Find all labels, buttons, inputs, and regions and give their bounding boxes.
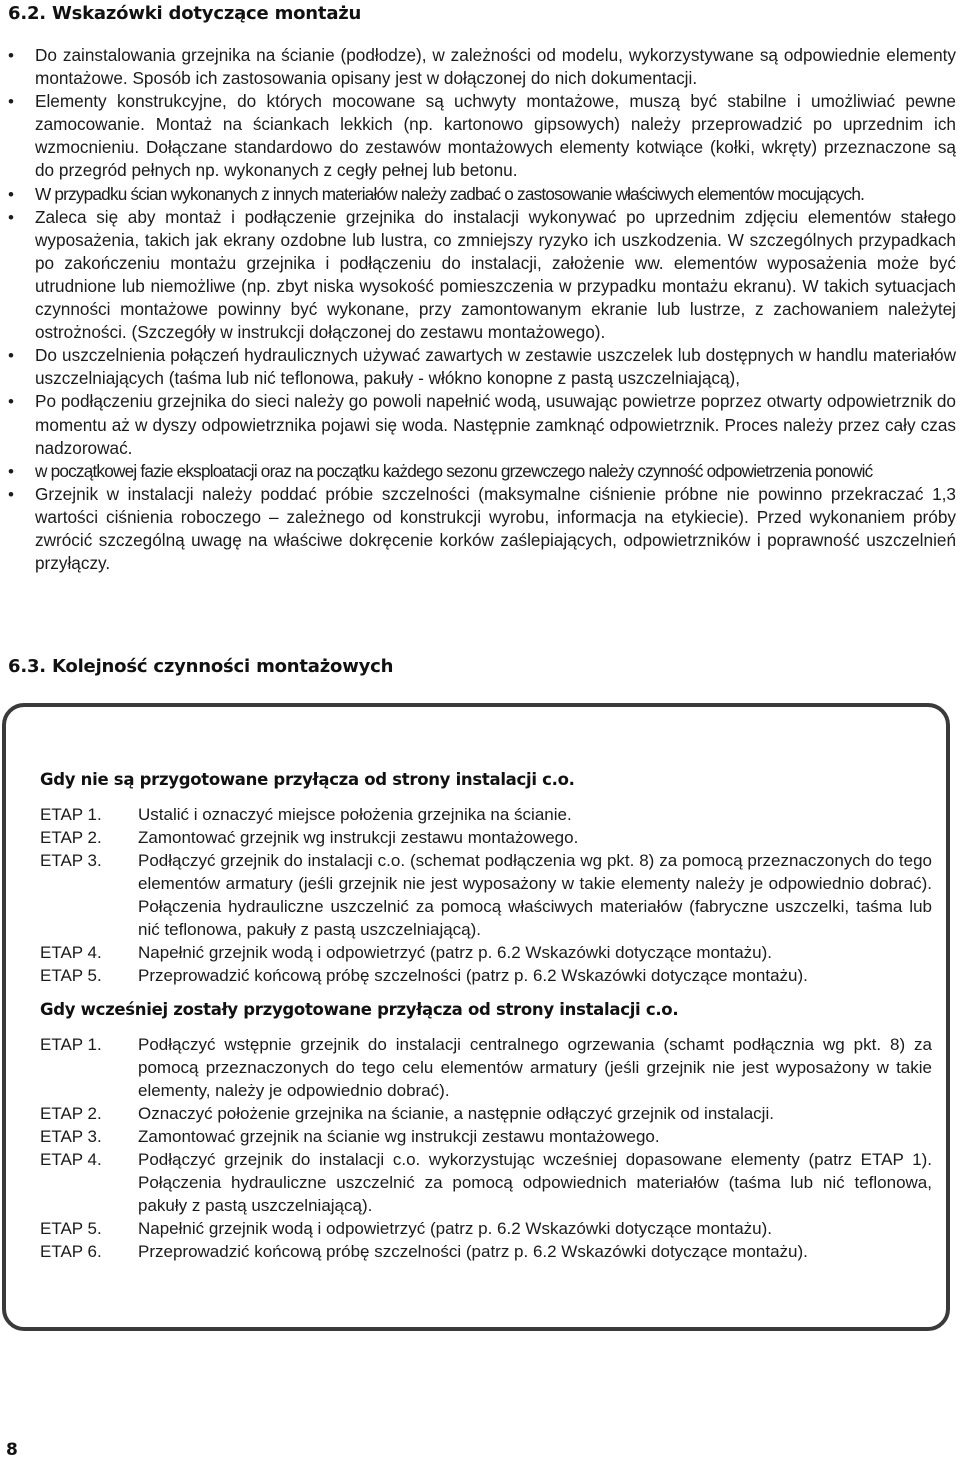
step-text: Podłączyć grzejnik do instalacji c.o. wykorzystując wcześniej dopasowane elementy (patrz ETAP 1). Połączenia hydrauliczne uszczelnić za pomocą odpowiednich materiałów (taśma lub nić teflonowa, pakuły z pastą uszczelniającą). (138, 1150, 932, 1215)
step-label: ETAP 5. (40, 966, 102, 985)
step-text: Zamontować grzejnik wg instrukcji zestawu montażowego. (138, 828, 579, 847)
steps-list (40, 1033, 932, 1263)
subsection-heading: Gdy wcześniej zostały przygotowane przyłącza od strony instalacji c.o. (40, 1000, 679, 1019)
step-text: Napełnić grzejnik wodą i odpowietrzyć (patrz p. 6.2 Wskazówki dotyczące montażu). (138, 1219, 772, 1238)
step-row (40, 1125, 932, 1148)
steps-list (40, 803, 932, 987)
step-row (40, 803, 932, 826)
step-label: ETAP 3. (40, 851, 102, 870)
step-label: ETAP 1. (40, 805, 102, 824)
installation-steps-box (2, 703, 950, 1331)
page-number: 8 (6, 1440, 18, 1460)
step-label: ETAP 6. (40, 1242, 102, 1261)
step-label: ETAP 4. (40, 1150, 102, 1169)
step-label: ETAP 2. (40, 1104, 102, 1123)
list-item: • Zaleca się aby montaż i podłączenie grzejnika do instalacji wykonywać po uprzednim zdjęciu elementów stałego wyposażenia, takich jak ekrany ozdobne lub lustra, co zmniejszy ryzyko ich uszkodzenia. W szczególnych przypadkach po zakończeniu montażu grzejnika i podłączeniu do instalacji, założenie ww. elementów wyposażenia może być utrudnione lub niemożliwe (np. zbyt niska wysokość pomieszczenia w przypadku montażu ekranu). W takich sytuacjach czynności montażowe powinny być wykonane, przy zamontowanym ekranie lub lustrze, z zachowaniem należytej ostrożności. (Szczegóły w instrukcji dołączonej do zestawu montażowego). (8, 206, 956, 345)
list-item: • Do zainstalowania grzejnika na ścianie (podłodze), w zależności od modelu, wykorzystywane są odpowiednie elementy montażowe. Sposób ich zastosowania opisany jest w dołączonej do nich dokumentacji. (8, 44, 956, 90)
list-item: • w początkowej fazie eksploatacji oraz na początku każdego sezonu grzewczego należy czynność odpowietrzenia ponowić (8, 460, 956, 483)
step-label: ETAP 5. (40, 1219, 102, 1238)
step-text: Przeprowadzić końcową próbę szczelności (patrz p. 6.2 Wskazówki dotyczące montażu). (138, 1242, 808, 1261)
guidelines-list (8, 44, 956, 575)
step-row (40, 1033, 932, 1102)
step-label: ETAP 4. (40, 943, 102, 962)
list-item: • Elementy konstrukcyjne, do których mocowane są uchwyty montażowe, muszą być stabilne i umożliwiać pewne zamocowanie. Montaż na ściankach lekkich (np. kartonowo gipsowych) należy przeprowadzić po uprzednim ich wzmocnieniu. Dołączane standardowo do zestawów montażowych elementy kotwiące (kołki, wkręty) przeznaczone są do przegród pełnych np. wykonanych z cegły pełnej lub betonu. (8, 90, 956, 182)
step-row (40, 964, 932, 987)
step-text: Napełnić grzejnik wodą i odpowietrzyć (patrz p. 6.2 Wskazówki dotyczące montażu). (138, 943, 772, 962)
step-row (40, 1217, 932, 1240)
section-heading: 6.3. Kolejność czynności montażowych (8, 656, 394, 677)
step-text: Ustalić i oznaczyć miejsce położenia grzejnika na ścianie. (138, 805, 572, 824)
list-item: • Grzejnik w instalacji należy poddać próbie szczelności (maksymalne ciśnienie próbne nie powinno przekraczać 1,3 wartości ciśnienia roboczego – zależnego od konstrukcji wyrobu, informacja na etykiecie). Przed wykonaniem próby zwrócić szczególną uwagę na właściwe dokręcenie korków zaślepiających, odpowietrzników i poprawność uszczelnień przyłączy. (8, 483, 956, 575)
step-row (40, 1148, 932, 1217)
section-heading: 6.2. Wskazówki dotyczące montażu (8, 3, 362, 24)
step-text: Oznaczyć położenie grzejnika na ścianie, a następnie odłączyć grzejnik od instalacji. (138, 1104, 774, 1123)
step-row (40, 1102, 932, 1125)
list-item: • Po podłączeniu grzejnika do sieci należy go powoli napełnić wodą, usuwając powietrze poprzez otwarty odpowietrznik do momentu aż w dyszy odpowietrznika pojawi się woda. Następnie zamknąć odpowietrznik. Proces należy przez cały czas nadzorować. (8, 390, 956, 459)
step-row (40, 1240, 932, 1263)
step-row (40, 849, 932, 941)
step-text: Podłączyć grzejnik do instalacji c.o. (schemat podłączenia wg pkt. 8) za pomocą przeznaczonych do tego elementów armatury (jeśli grzejnik nie jest wyposażony w takie elementy należy je odpowiednio dobrać). Połączenia hydrauliczne uszczelnić za pomocą właściwych materiałów (fabryczne uszczelki, taśma lub nić teflonowa, pakuły z pastą uszczelniającą). (138, 851, 932, 939)
subsection-heading: Gdy nie są przygotowane przyłącza od strony instalacji c.o. (40, 770, 575, 789)
step-text: Podłączyć wstępnie grzejnik do instalacji centralnego ogrzewania (schamt podłącznia wg pkt. 8) za pomocą przeznaczonych do tego celu elementów armatury (jeśli grzejnik nie jest wyposażony w takie elementy, należy je odpowiednio dobrać). (138, 1035, 932, 1100)
step-label: ETAP 2. (40, 828, 102, 847)
step-row (40, 826, 932, 849)
step-label: ETAP 3. (40, 1127, 102, 1146)
step-label: ETAP 1. (40, 1035, 102, 1054)
list-item: • Do uszczelnienia połączeń hydraulicznych używać zawartych w zestawie uszczelek lub dostępnych w handlu materiałów uszczelniających (taśma lub nić teflonowa, pakuły - włókno konopne z pastą uszczelniającą), (8, 344, 956, 390)
step-row (40, 941, 932, 964)
step-text: Zamontować grzejnik na ścianie wg instrukcji zestawu montażowego. (138, 1127, 660, 1146)
step-text: Przeprowadzić końcową próbę szczelności (patrz p. 6.2 Wskazówki dotyczące montażu). (138, 966, 808, 985)
list-item: • W przypadku ścian wykonanych z innych materiałów należy zadbać o zastosowanie właściwych elementów mocujących. (8, 183, 956, 206)
